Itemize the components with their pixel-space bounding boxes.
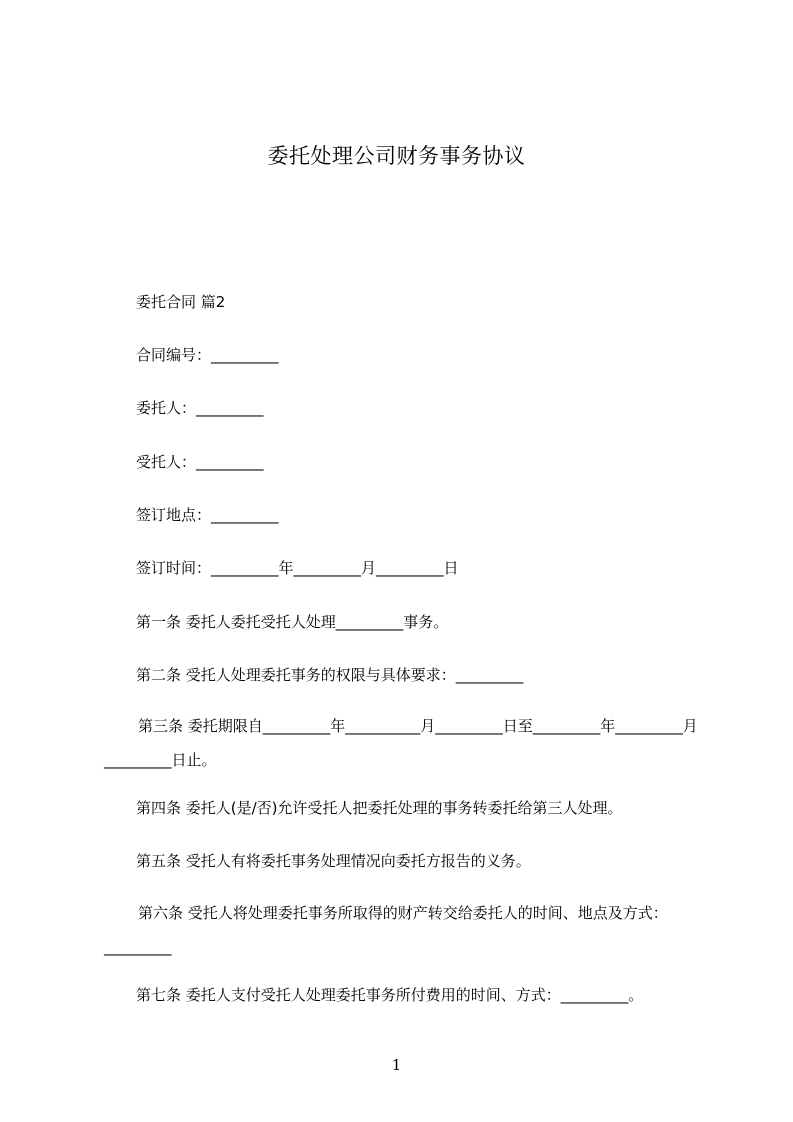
article-6: 第六条 受托人将处理委托事务所取得的财产转交给委托人的时间、地点及方式：_________ — [104, 904, 668, 956]
article-7: 第七条 委托人支付受托人处理委托事务所付费用的时间、方式：_________。 — [136, 986, 644, 1004]
article-3: 第三条 委托期限自_________年__________月_________日至_________年_________月_________日止。 — [104, 717, 698, 769]
article-2: 第二条 受托人处理委托事务的权限与具体要求：_________ — [136, 666, 524, 684]
page-number: 1 — [391, 1056, 402, 1074]
article-5: 第五条 受托人有将委托事务处理情况向委托方报告的义务。 — [136, 852, 531, 870]
article-4: 第四条 委托人(是/否)允许受托人把委托处理的事务转委托给第三人处理。 — [136, 799, 623, 817]
contract-number-field: 合同编号：_________ — [136, 346, 279, 364]
signing-place-field: 签订地点：_________ — [136, 506, 279, 524]
article-1: 第一条 委托人委托受托人处理_________事务。 — [136, 613, 449, 631]
document-title: 委托处理公司财务事务协议 — [267, 144, 526, 168]
signing-date-field: 签订时间：_________年_________月_________日 — [136, 559, 459, 577]
contract-heading: 委托合同 篇2 — [136, 293, 226, 311]
principal-field: 委托人：_________ — [136, 399, 264, 417]
agent-field: 受托人：_________ — [136, 453, 264, 471]
